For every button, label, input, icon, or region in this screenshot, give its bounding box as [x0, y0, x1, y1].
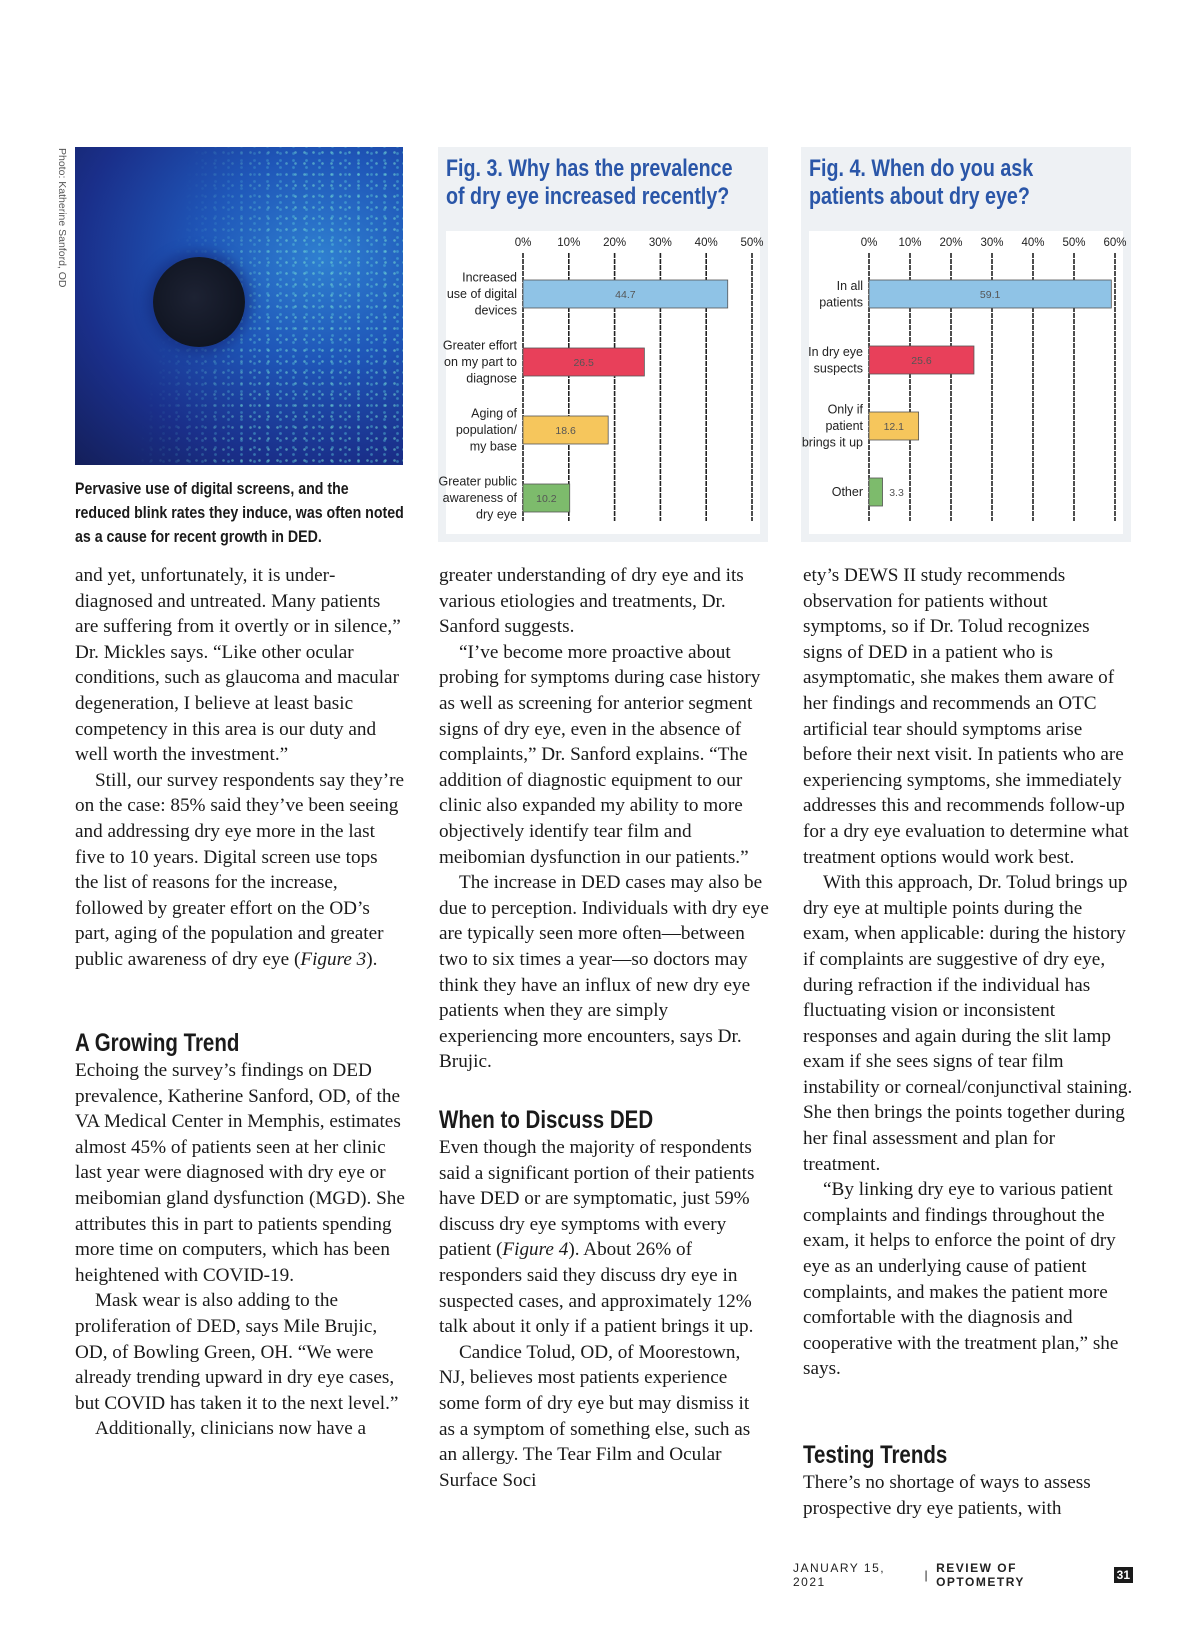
- footer-separator: |: [924, 1568, 930, 1582]
- paragraph: greater understanding of dry eye and its various etiologies and treatments, Dr. Sanford suggests.: [439, 565, 744, 638]
- page-footer: [793, 1561, 1133, 1589]
- figure-3-chart: [438, 231, 764, 534]
- x-tick-label: 10%: [557, 237, 581, 249]
- section-heading: A Growing Trend: [75, 1029, 240, 1057]
- category-label: awareness of: [442, 491, 517, 505]
- category-label: devices: [474, 303, 517, 318]
- data-label: 25.6: [911, 355, 932, 367]
- figure-3: [438, 147, 768, 542]
- data-label: 26.5: [573, 357, 594, 369]
- category-label: Greater effort: [442, 338, 517, 353]
- figure-3-title-line1: Fig. 3. Why has the prevalence: [446, 155, 733, 182]
- x-tick-label: 20%: [603, 237, 627, 249]
- column-2-top: [439, 563, 769, 1075]
- category-label: Other: [831, 485, 863, 499]
- x-tick-label: 30%: [980, 237, 1004, 249]
- paragraph: There’s no shortage of ways to assess prospective dry eye patients, with: [803, 1472, 1091, 1519]
- data-label: 59.1: [979, 289, 1001, 301]
- issue-date: JANUARY 15, 2021: [793, 1561, 886, 1589]
- paragraph-text: ).: [366, 948, 378, 970]
- column-3-bottom: [803, 1470, 1133, 1521]
- bar: [869, 478, 883, 506]
- x-tick-label: 50%: [740, 237, 764, 249]
- figure-reference: Figure 4: [502, 1239, 569, 1261]
- paragraph: Mask wear is also adding to the proliferation of DED, says Mile Brujic, OD, of Bowling Green, OH. “We were already trending upward in dry eye cases, but COVID has taken it to the next level.”: [75, 1290, 399, 1414]
- category-label: In dry eye: [808, 344, 863, 359]
- pupil: [153, 257, 245, 347]
- x-tick-label: 60%: [1103, 237, 1127, 249]
- section-heading: Testing Trends: [803, 1441, 948, 1469]
- paragraph: Additionally, clinicians now have a: [95, 1418, 367, 1440]
- category-label: Increased: [462, 270, 517, 285]
- data-label: 18.6: [555, 425, 576, 437]
- figure-4-chart: [801, 231, 1127, 534]
- figure-reference: Figure 3: [300, 948, 367, 970]
- category-label: brings it up: [801, 435, 863, 450]
- paragraph: [439, 1135, 769, 1340]
- column-1-bottom: [75, 1058, 405, 1442]
- category-label: suspects: [813, 361, 863, 376]
- data-label: 12.1: [883, 421, 905, 433]
- x-tick-label: 10%: [898, 237, 922, 249]
- category-label: Greater public: [438, 474, 517, 489]
- figure-4-title-line2: patients about dry eye?: [809, 183, 1030, 210]
- paragraph: Candice Tolud, OD, of Moorestown, NJ, believes most patients experience some form of dry eye but may dismiss it as a symptom of something else, such as an allergy. The Tear Film and Ocular Surface Soci: [439, 1341, 751, 1491]
- category-label: Aging of: [471, 406, 517, 421]
- paragraph: ety’s DEWS II study recommends observation for patients without symptoms, so if Dr. Tolud recognizes signs of DED in a patient who is asymptomatic, she makes them aware of her findings and recommends an OTC artificial tear should symptoms arise before their next visit. In patients who are experiencing symptoms, she immediately addresses this and recommends follow-up for a dry eye evaluation to determine what treatment options would work best.: [803, 565, 1129, 868]
- paragraph: and yet, unfortunately, it is underdiagnosed and untreated. Many patients are suffering from it overtly or in silence,” Dr. Mickles says. “Like other ocular conditions, such as glaucoma and macular degeneration, I believe at least basic competency in this area is our duty and well worth the investment.”: [75, 565, 401, 766]
- figure-4-title: [809, 155, 1104, 211]
- photo-credit: Photo: Katherine Sanford, OD: [56, 148, 68, 288]
- category-label: patients: [819, 295, 863, 310]
- x-tick-label: 50%: [1062, 237, 1086, 249]
- paragraph: With this approach, Dr. Tolud brings up dry eye at multiple points during the exam, when applicable: during the history if complaints are suggestive of dry eye, during refraction if the individual has fluctuating vision or inconsistent responses and again during the slit lamp exam if she sees signs of tear film instability or corneal/conjunctival staining. She then brings the points together during her final assessment and plan for treatment.: [803, 872, 1133, 1175]
- column-1-top: [75, 563, 405, 973]
- data-label: 44.7: [615, 289, 636, 301]
- column-3-top: [803, 563, 1133, 1382]
- page-number: 31: [1114, 1567, 1133, 1583]
- paragraph-text: Even though the majority of respondents said a significant portion of their patients have DED or are symptomatic, just 59% discuss dry eye symptoms with every patient (: [439, 1137, 755, 1261]
- x-tick-label: 0%: [860, 237, 878, 249]
- x-tick-label: 40%: [694, 237, 718, 249]
- publication-name: REVIEW OF OPTOMETRY: [936, 1561, 1025, 1589]
- category-label: my base: [469, 439, 517, 454]
- x-tick-label: 40%: [1021, 237, 1045, 249]
- paragraph: The increase in DED cases may also be due to perception. Individuals with dry eye are typically seen more often—between two to six times a year—so doctors may think they have an influx of new dry eye patients when they are simply experiencing more encounters, says Dr. Brujic.: [439, 872, 769, 1073]
- paragraph-text: Still, our survey respondents say they’re on the case: 85% said they’ve been seeing and addressing dry eye more in the last five to 10 years. Digital screen use tops the list of reasons for the increase, followed by greater effort on the OD’s part, aging of the population and greater public awareness of dry eye (: [75, 769, 405, 970]
- category-label: In all: [836, 278, 863, 293]
- category-label: population/: [455, 423, 517, 437]
- column-2-bottom: [439, 1135, 769, 1493]
- figure-3-title-line2: of dry eye increased recently?: [446, 183, 730, 210]
- eye-photo: [75, 147, 403, 465]
- paragraph: “By linking dry eye to various patient complaints and findings throughout the exam, it helps to enforce the point of dry eye as an underlying cause of patient complaints, and makes the patient more comfortable with the diagnosis and cooperative with the treatment plan,” she says.: [803, 1179, 1119, 1380]
- x-tick-label: 20%: [939, 237, 963, 249]
- x-tick-label: 0%: [514, 237, 532, 249]
- category-label: patient: [825, 419, 863, 433]
- photo-caption: Pervasive use of digital screens, and the reduced blink rates they induce, was often noted as a cause for recent growth in DED.: [75, 480, 404, 546]
- figure-3-title: [446, 155, 741, 211]
- paragraph: [75, 768, 405, 973]
- figure-3-svg: [438, 231, 764, 534]
- category-label: use of digital: [446, 287, 517, 301]
- category-label: dry eye: [476, 507, 517, 522]
- figure-4-title-line1: Fig. 4. When do you ask: [809, 155, 1034, 182]
- x-tick-label: 30%: [648, 237, 672, 249]
- figure-4: [801, 147, 1131, 542]
- data-label: 10.2: [536, 493, 557, 505]
- paragraph: “I’ve become more proactive about probing for symptoms during case history as well as screening for anterior segment signs of dry eye, even in the absence of complaints,” Dr. Sanford explains. “The addition of diagnostic equipment to our clinic also expanded my ability to more objectively identify tear film and meibomian dysfunction in our patients.”: [439, 641, 761, 868]
- section-heading: When to Discuss DED: [439, 1106, 654, 1134]
- paragraph-text: ). About 26% of responders said they discuss dry eye in suspected cases, and approximately 12% talk about it only if a patient brings it up.: [439, 1239, 754, 1338]
- category-label: on my part to: [444, 355, 517, 369]
- paragraph: Echoing the survey’s findings on DED prevalence, Katherine Sanford, OD, of the VA Medical Center in Memphis, estimates almost 45% of patients seen at her clinic last year were diagnosed with dry eye or meibomian gland dysfunction (MGD). She attributes this in part to patients spending more time on computers, which has been heightened with COVID-19.: [75, 1060, 405, 1286]
- figure-4-svg: [801, 231, 1127, 534]
- category-label: diagnose: [466, 371, 517, 386]
- category-label: Only if: [827, 402, 863, 417]
- data-label: 3.3: [889, 487, 904, 499]
